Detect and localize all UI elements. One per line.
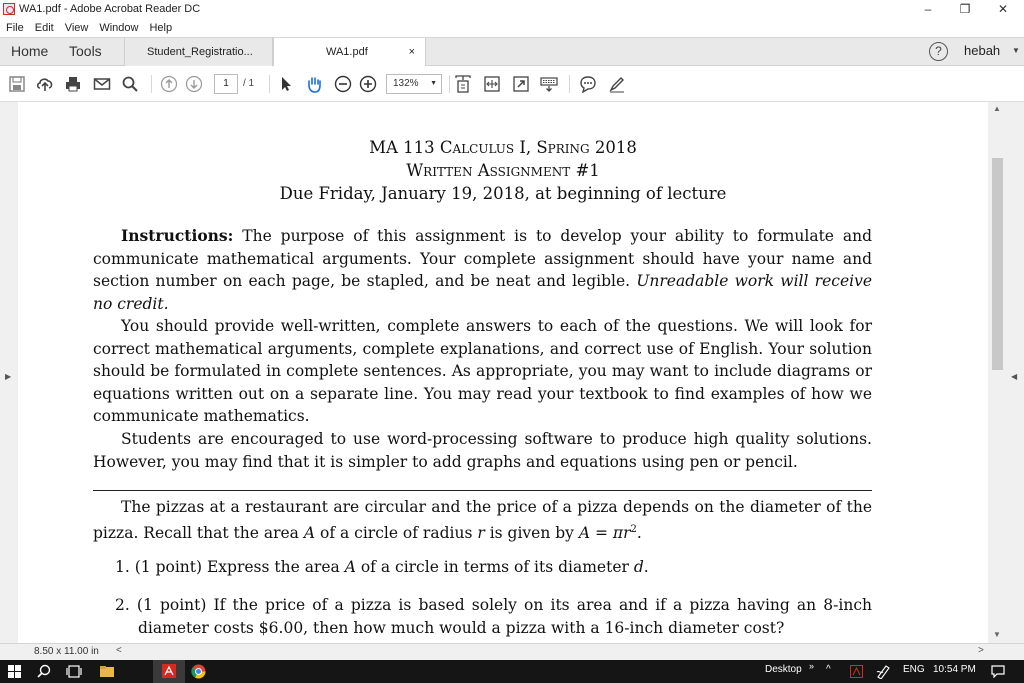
- question-2: 2. (1 point) If the price of a pizza is based solely on its area and if a pizza having an 8-inch diameter costs $6.00, then how much would a pizza with a 16-inch diameter cost?: [115, 596, 872, 637]
- user-name[interactable]: hebah: [964, 43, 1001, 58]
- action-center-icon[interactable]: [991, 665, 1005, 678]
- pen-ink-icon[interactable]: [876, 664, 892, 679]
- full-screen-icon[interactable]: [512, 75, 530, 93]
- toolbar-divider: [569, 75, 570, 93]
- windows-start-icon[interactable]: [8, 665, 21, 678]
- task-view-icon[interactable]: [66, 665, 82, 678]
- user-menu-caret-icon[interactable]: ▼: [1012, 46, 1020, 55]
- keyboard-scroll-icon[interactable]: [540, 75, 558, 93]
- page-dimensions: 8.50 x 11.00 in: [34, 646, 99, 657]
- language-indicator[interactable]: ENG: [903, 664, 925, 675]
- instructions-warning: Unreadable work will receive no credit.: [93, 272, 873, 313]
- restore-button[interactable]: ❐: [959, 2, 971, 16]
- search-taskbar-icon[interactable]: [37, 664, 51, 678]
- problem-introduction: The pizzas at a restaurant are circular and the price of a pizza depends on the diameter of the pizza. Recall that the area A of a circle of radius r is given by $A = \pi r^2$.: [93, 498, 872, 542]
- help-icon[interactable]: ?: [929, 42, 948, 61]
- pdf-page: [18, 102, 988, 643]
- zoom-caret-icon: ▼: [430, 80, 437, 87]
- scroll-left-icon[interactable]: <: [116, 645, 122, 656]
- menu-help[interactable]: Help: [149, 22, 173, 34]
- acrobat-taskbar-icon: [162, 664, 176, 678]
- print-icon[interactable]: [64, 75, 82, 93]
- zoom-in-icon[interactable]: [359, 75, 377, 93]
- desktop-toolbar[interactable]: Desktop: [765, 664, 802, 675]
- acrobat-taskbar-button[interactable]: [153, 660, 185, 683]
- page-total: / 1: [243, 78, 255, 89]
- scroll-right-icon[interactable]: >: [978, 645, 984, 656]
- menu-edit[interactable]: Edit: [34, 22, 54, 34]
- minimize-button[interactable]: –: [924, 2, 932, 16]
- tab-student-registration-label: Student_Registratio...: [147, 46, 253, 58]
- email-icon[interactable]: [93, 75, 111, 93]
- title-bar: [0, 0, 1024, 19]
- desktop-expand-icon[interactable]: »: [809, 661, 815, 671]
- tab-wa1-pdf[interactable]: [273, 38, 426, 67]
- answer-expectations-paragraph: You should provide well-written, complete answers to each of the questions. We will look for correct mathematical arguments, complete explanations, and correct use of English. Your solution should be formulated in complete sentences. As appropriate, you may want to include diagrams or equations written out on a separate line. You may read your textbook to find examples of how we communicate mathematics.: [93, 317, 872, 426]
- upload-cloud-icon[interactable]: [36, 75, 54, 93]
- assignment-title: Written Assignment #1: [406, 161, 600, 180]
- file-explorer-icon[interactable]: [99, 665, 115, 678]
- toolbar-divider: [151, 75, 152, 93]
- toolbar: [0, 66, 1024, 102]
- show-hidden-icons-icon[interactable]: ^: [826, 664, 831, 675]
- search-icon[interactable]: [121, 75, 139, 93]
- vertical-scrollbar[interactable]: [988, 102, 1006, 643]
- page-number-input[interactable]: 1: [214, 74, 238, 94]
- clock[interactable]: 10:54 PM: [933, 664, 976, 675]
- chrome-taskbar-icon[interactable]: [191, 664, 206, 679]
- fit-page-icon[interactable]: [454, 75, 472, 93]
- zoom-select[interactable]: [386, 74, 442, 94]
- question-1: 1. (1 point) Express the area A of a circle in terms of its diameter d.: [115, 558, 649, 576]
- acrobat-tray-icon[interactable]: [850, 665, 863, 678]
- zoom-value: 132%: [393, 78, 419, 89]
- tab-bar: [0, 37, 1024, 66]
- menu-window[interactable]: Window: [99, 22, 139, 34]
- course-title: MA 113 Calculus I, Spring 2018: [369, 138, 637, 157]
- close-window-button[interactable]: ✕: [997, 2, 1009, 16]
- section-divider: [93, 490, 872, 491]
- save-icon[interactable]: [8, 75, 26, 93]
- scrollbar-thumb[interactable]: [992, 158, 1003, 370]
- expand-right-panel-icon[interactable]: ◀: [1011, 372, 1018, 381]
- menu-view[interactable]: View: [64, 22, 89, 34]
- zoom-out-icon[interactable]: [334, 75, 352, 93]
- scroll-up-icon[interactable]: ▲: [993, 104, 1001, 113]
- previous-page-icon[interactable]: [160, 75, 178, 93]
- tab-home[interactable]: Home: [11, 43, 49, 59]
- status-bar: [0, 643, 1024, 660]
- next-page-icon[interactable]: [185, 75, 203, 93]
- window-title: WA1.pdf - Adobe Acrobat Reader DC: [19, 3, 201, 15]
- fit-width-icon[interactable]: [483, 75, 501, 93]
- instructions-text: The purpose of this assignment is to develop your ability to formulate and communicate mathematical arguments. Your complete assignment should have your name and section number on each page, be stapled, and be neat and legible.: [93, 227, 872, 291]
- hand-tool-icon[interactable]: [305, 75, 323, 93]
- scroll-down-icon[interactable]: ▼: [993, 630, 1001, 639]
- word-processing-paragraph: Students are encouraged to use word-processing software to produce high quality solutions. However, you may find that it is simpler to add graphs and equations using pen or pencil.: [93, 430, 872, 471]
- right-panel-toggle[interactable]: [1006, 102, 1024, 643]
- due-date: Due Friday, January 19, 2018, at beginning of lecture: [279, 184, 727, 203]
- menu-bar: [0, 19, 1024, 37]
- tab-close-icon[interactable]: ×: [408, 46, 415, 58]
- document-area[interactable]: [0, 102, 1024, 643]
- instructions-paragraph: [93, 225, 872, 315]
- horizontal-scrollbar[interactable]: [104, 645, 986, 658]
- toolbar-divider: [269, 75, 270, 93]
- menu-file[interactable]: File: [6, 22, 24, 34]
- area-formula: A = πr: [578, 523, 631, 542]
- sign-pen-icon[interactable]: [608, 75, 626, 93]
- select-cursor-icon[interactable]: [277, 75, 295, 93]
- comment-icon[interactable]: [579, 75, 597, 93]
- left-panel-toggle[interactable]: [0, 102, 18, 643]
- instructions-label: Instructions:: [121, 226, 234, 245]
- acrobat-app-icon: [3, 3, 15, 15]
- windows-taskbar: [0, 660, 1024, 683]
- tab-wa1-label: WA1.pdf: [326, 46, 368, 58]
- expand-left-panel-icon[interactable]: ▶: [5, 372, 12, 381]
- tab-student-registration[interactable]: [124, 38, 273, 66]
- toolbar-divider: [449, 75, 450, 93]
- tab-tools[interactable]: Tools: [69, 43, 102, 59]
